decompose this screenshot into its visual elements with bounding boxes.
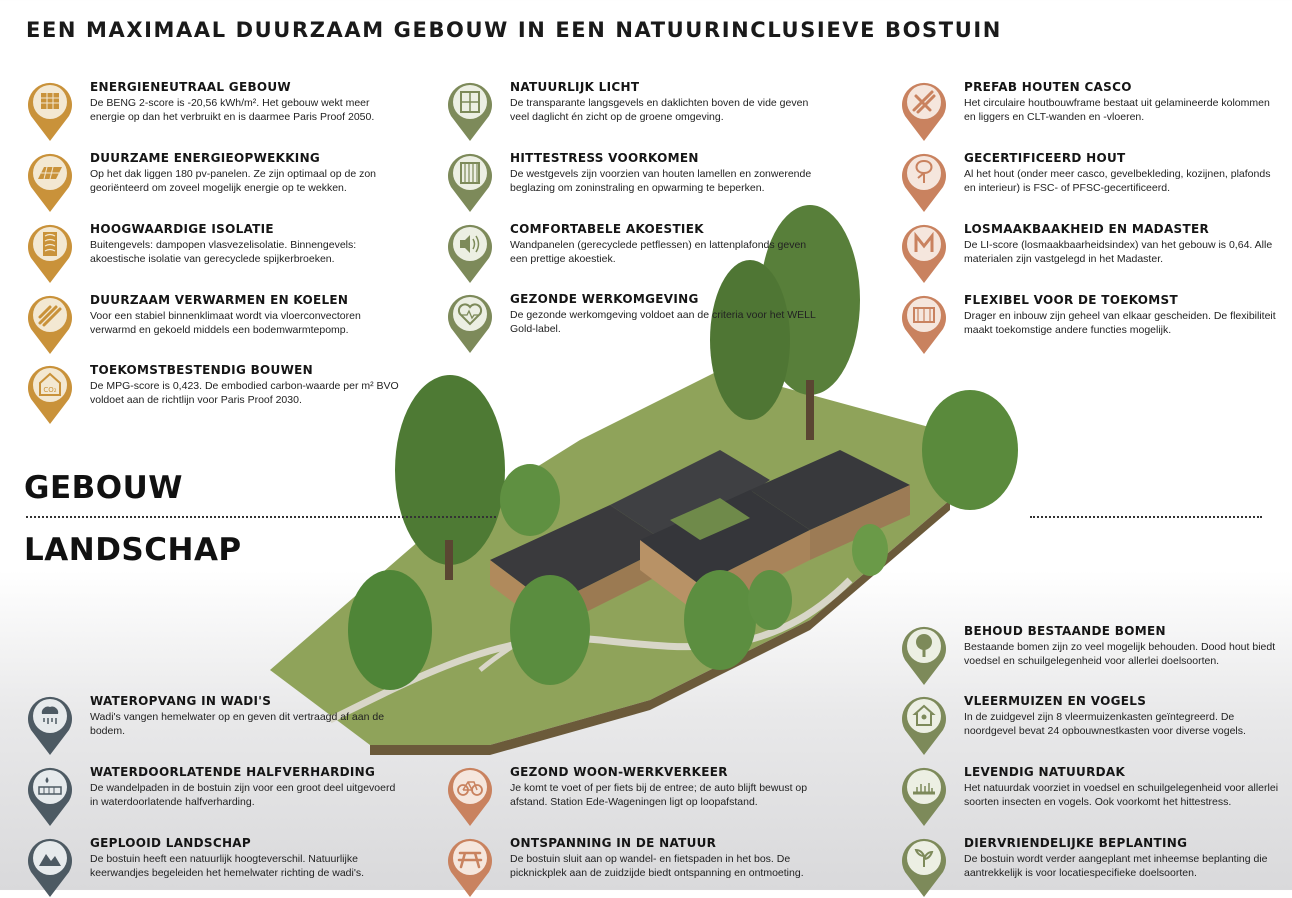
bicycle-icon	[446, 763, 494, 827]
feature-description: Het circulaire houtbouwframe bestaat uit gelamineerde kolommen en liggers en CLT-wanden en -vloeren.	[964, 97, 1270, 123]
feature-title: DUURZAAM VERWARMEN EN KOELEN	[90, 293, 349, 307]
feature-item	[900, 763, 1280, 827]
feature-title: NATUURLIJK LICHT	[510, 80, 640, 94]
feature-title: DUURZAME ENERGIEOPWEKKING	[90, 151, 321, 165]
feature-item	[900, 78, 1280, 142]
feature-item	[446, 834, 826, 898]
feature-item	[446, 220, 826, 284]
section-divider-left	[26, 516, 496, 518]
feature-item	[446, 290, 826, 354]
insulation-icon	[26, 220, 74, 284]
co2-house-icon	[26, 361, 74, 425]
feature-title: DIERVRIENDELIJKE BEPLANTING	[964, 836, 1188, 850]
green-roof-icon	[900, 763, 948, 827]
picnic-icon	[446, 834, 494, 898]
feature-title: GEPLOOID LANDSCHAP	[90, 836, 251, 850]
timber-frame-icon	[900, 78, 948, 142]
feature-item	[900, 692, 1280, 756]
feature-title: VLEERMUIZEN EN VOGELS	[964, 694, 1147, 708]
feature-item	[26, 220, 406, 284]
feature-item	[900, 149, 1280, 213]
feature-item	[26, 763, 406, 827]
planting-icon	[900, 834, 948, 898]
feature-title: PREFAB HOUTEN CASCO	[964, 80, 1132, 94]
feature-description: Op het dak liggen 180 pv-panelen. Ze zijn optimaal op de zon georiënteerd om zoveel mogelijk energie op te wekken.	[90, 168, 377, 194]
feature-item	[446, 763, 826, 827]
feature-description: De MPG-score is 0,423. De embodied carbon-waarde per m² BVO voldoet aan de richtlijn voor Paris Proof 2030.	[90, 380, 399, 406]
feature-title: GECERTIFICEERD HOUT	[964, 151, 1126, 165]
feature-description: Drager en inbouw zijn geheel van elkaar gescheiden. De flexibiliteit maakt toekomstige andere functies mogelijk.	[964, 310, 1276, 336]
lamellas-icon	[446, 149, 494, 213]
feature-description: Het natuurdak voorziet in voedsel en schuilgelegenheid voor allerlei soorten insecten en vogels. Ook voorkomt het hittestress.	[964, 782, 1279, 808]
feature-item	[446, 78, 826, 142]
feature-description: De gezonde werkomgeving voldoet aan de criteria voor het WELL Gold-label.	[510, 309, 816, 335]
heart-icon	[446, 290, 494, 354]
feature-description: De westgevels zijn voorzien van houten lamellen en zonwerende beglazing om zoninstraling en opwarming te beperken.	[510, 168, 812, 194]
feature-description: Je komt te voet of per fiets bij de entree; de auto blijft bewust op afstand. Station Ede-Wageningen ligt op loopafstand.	[510, 782, 808, 808]
feature-title: WATEROPVANG IN WADI'S	[90, 694, 272, 708]
feature-item	[900, 834, 1280, 898]
feature-description: In de zuidgevel zijn 8 vleermuizenkasten geïntegreerd. De noordgevel bevat 24 opbouwnestkasten voor diverse vogels.	[964, 711, 1246, 737]
feature-item	[900, 291, 1280, 355]
page-title: EEN MAXIMAAL DUURZAAM GEBOUW IN EEN NATUURINCLUSIEVE BOSTUIN	[26, 18, 1002, 42]
section-title-landschap: LANDSCHAP	[24, 532, 242, 568]
heat-pump-icon	[26, 291, 74, 355]
feature-description: Al het hout (onder meer casco, gevelbekleding, kozijnen, plafonds en interieur) is FSC- of PFSC-gecertificeerd.	[964, 168, 1271, 194]
section-title-gebouw: GEBOUW	[24, 470, 183, 506]
feature-title: HOOGWAARDIGE ISOLATIE	[90, 222, 274, 236]
tree-icon	[900, 622, 948, 686]
feature-description: De bostuin heeft een natuurlijk hoogteverschil. Natuurlijke keerwandjes begeleiden het hemelwater richting de wadi's.	[90, 853, 364, 879]
feature-title: ENERGIENEUTRAAL GEBOUW	[90, 80, 291, 94]
solar-house-icon	[26, 78, 74, 142]
acoustics-icon	[446, 220, 494, 284]
feature-item	[26, 692, 406, 756]
feature-description: De LI-score (losmaakbaarheidsindex) van het gebouw is 0,64. Alle materialen zijn vastgelegd in het Madaster.	[964, 239, 1273, 265]
feature-description: De transparante langsgevels en daklichten boven de vide geven veel daglicht én zicht op de groene omgeving.	[510, 97, 809, 123]
feature-description: De bostuin wordt verder aangeplant met inheemse beplanting die aantrekkelijk is voor locatiespecifieke doelsoorten.	[964, 853, 1268, 879]
feature-description: Wandpanelen (gerecyclede petflessen) en lattenplafonds geven een prettige akoestiek.	[510, 239, 807, 265]
solar-panel-icon	[26, 149, 74, 213]
feature-title: LOSMAAKBAAKHEID EN MADASTER	[964, 222, 1210, 236]
svg-text:CO₂: CO₂	[43, 386, 57, 394]
feature-item	[26, 361, 406, 425]
feature-title: TOEKOMSTBESTENDIG BOUWEN	[90, 363, 313, 377]
window-light-icon	[446, 78, 494, 142]
feature-title: WATERDOORLATENDE HALFVERHARDING	[90, 765, 376, 779]
feature-title: COMFORTABELE AKOESTIEK	[510, 222, 704, 236]
feature-item	[26, 291, 406, 355]
tree-certified-icon	[900, 149, 948, 213]
feature-item	[446, 149, 826, 213]
feature-item	[26, 78, 406, 142]
feature-title: GEZONDE WERKOMGEVING	[510, 292, 699, 306]
feature-description: De BENG 2-score is -20,56 kWh/m². Het gebouw wekt meer energie op dan het verbruikt en is daarmee Paris Proof 2050.	[90, 97, 375, 123]
feature-description: Voor een stabiel binnenklimaat wordt via vloerconvectoren verwarmd en gekoeld middels een bodemwarmtepomp.	[90, 310, 361, 336]
feature-description: De wandelpaden in de bostuin zijn voor een groot deel uitgevoerd in waterdoorlatende halfverharding.	[90, 782, 396, 808]
feature-item	[900, 622, 1280, 686]
feature-title: HITTESTRESS VOORKOMEN	[510, 151, 699, 165]
feature-description: Bestaande bomen zijn zo veel mogelijk behouden. Dood hout biedt voedsel en schuilgelegenheid voor allerlei doelsoorten.	[964, 641, 1276, 667]
feature-title: BEHOUD BESTAANDE BOMEN	[964, 624, 1166, 638]
birdhouse-icon	[900, 692, 948, 756]
terrain-icon	[26, 834, 74, 898]
feature-title: ONTSPANNING IN DE NATUUR	[510, 836, 717, 850]
pavement-icon	[26, 763, 74, 827]
wadi-icon	[26, 692, 74, 756]
feature-description: Buitengevels: dampopen vlasvezelisolatie. Binnengevels: akoestische isolatie van gerecyclede spijkerbroeken.	[90, 239, 357, 265]
feature-title: FLEXIBEL VOOR DE TOEKOMST	[964, 293, 1178, 307]
feature-item	[26, 834, 406, 898]
flexible-icon	[900, 291, 948, 355]
feature-item	[26, 149, 406, 213]
feature-description: De bostuin sluit aan op wandel- en fietspaden in het bos. De picknickplek aan de zuidzijde biedt ontspanning en ontmoeting.	[510, 853, 804, 879]
feature-title: GEZOND WOON-WERKVERKEER	[510, 765, 728, 779]
feature-item	[900, 220, 1280, 284]
section-divider-right	[1030, 516, 1262, 518]
feature-title: LEVENDIG NATUURDAK	[964, 765, 1126, 779]
feature-description: Wadi's vangen hemelwater op en geven dit vertraagd af aan de bodem.	[90, 711, 385, 737]
madaster-icon	[900, 220, 948, 284]
